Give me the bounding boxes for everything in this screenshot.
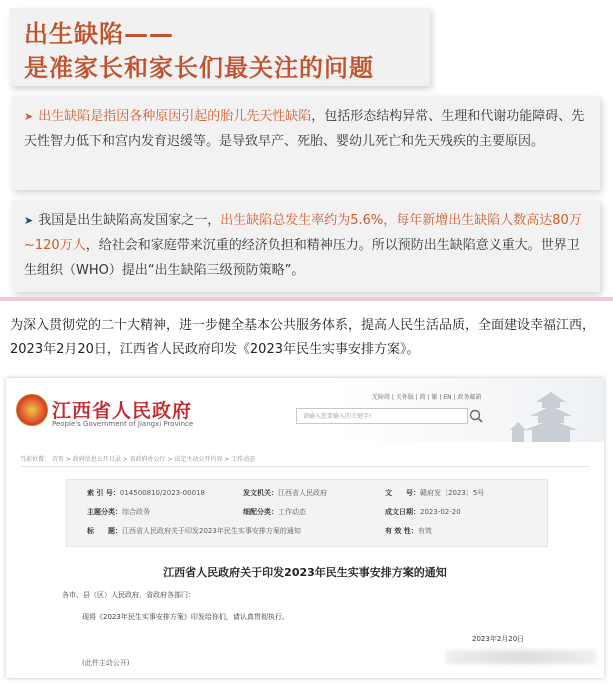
gov-site-title[interactable]: 江西省人民政府 (52, 400, 193, 422)
blurred-watermark (446, 650, 596, 664)
breadcrumb-divider (20, 466, 590, 467)
meta-topic-label: 主题分类： (87, 508, 122, 516)
gov-site-subtitle: People's Government of Jiangxi Province (52, 420, 194, 428)
pagoda-decoration-icon (506, 386, 596, 442)
title-line1: 出生缺陷—— (24, 20, 174, 48)
gov-page-screenshot (6, 378, 604, 678)
meta-topic-value: 综合政务 (122, 508, 150, 516)
title-box (10, 8, 430, 86)
meta-cat-value: 工作动态 (278, 508, 306, 516)
info-card-definition (12, 96, 600, 190)
meta-title (87, 526, 301, 536)
card2-part2: ，给社会和家庭带来沉重的经济负担和精神压力。所以预防出生缺陷意义重大。世界卫生组织（WHO）提出“出生缺陷三级预防策略”。 (24, 238, 580, 278)
meta-cat-label: 细配分类： (243, 508, 278, 516)
arrow-right-icon: ➤ (24, 110, 34, 123)
arrow-right-icon: ➤ (24, 214, 34, 227)
meta-title-value: 江西省人民政府关于印发2023年民生实事安排方案的通知 (122, 527, 301, 535)
doc-sign-date: 2023年2月20日 (472, 635, 525, 643)
meta-valid-value: 有效 (417, 527, 432, 535)
search-icon[interactable] (468, 408, 484, 424)
meta-index-value: 014500810/2023-00018 (119, 489, 205, 497)
meta-org-value: 江西省人民政府 (278, 489, 327, 497)
meta-docno (385, 488, 484, 498)
info-card-statistics (12, 200, 600, 292)
gov-top-links[interactable]: 无障碍 | 关怀版 | 简 | 繁 | EN | 政务邮箱 (372, 394, 482, 401)
breadcrumb[interactable]: 当前位置： 首页 > 政府信息公开目录 > 省政府办公厅 > 法定主动公开内容 > 工作动态 (20, 456, 256, 463)
meta-date-label: 成文日期： (385, 508, 420, 516)
doc-title: 江西省人民政府关于印发2023年民生实事安排方案的通知 (163, 566, 447, 579)
gov-header (6, 378, 604, 442)
meta-org-label: 发文机关： (243, 489, 278, 497)
search-placeholder: 请输入您要输入的关键字! (303, 413, 372, 420)
meta-date-value: 2023-02-20 (420, 508, 461, 516)
card2-highlight: 出生缺陷总发生率约为5.6%，每年新增出生缺陷人数高达80万~120万人 (24, 213, 582, 253)
card1-text (24, 104, 592, 154)
meta-validity (385, 526, 432, 536)
title-line2: 是准家长和家长们最关注的问题 (24, 54, 374, 82)
policy-paragraph: 为深入贯彻党的二十大精神，进一步健全基本公共服务体系，提高人民生活品质，全面建设幸福江西，2023年2月20日，江西省人民政府印发《2023年民生实事安排方案》。 (10, 318, 596, 357)
card2-part1: 我国是出生缺陷高发国家之一， (38, 213, 221, 228)
card1-highlight: 出生缺陷是指因各种原因引起的胎儿先天性缺陷 (38, 109, 312, 124)
section-divider (0, 297, 613, 301)
doc-body: 现将《2023年民生实事安排方案》印发给你们，请认真贯彻执行。 (82, 613, 289, 621)
card2-text (24, 208, 592, 283)
card1-rest: ，包括形态结构异常、生理和代谢功能障碍、先天性智力低下和宫内发育迟缓等。是导致早产、死胎、婴幼儿死亡和先天残疾的主要原因。 (24, 109, 585, 149)
doc-addressee: 各市、县（区）人民政府，省政府各部门： (62, 591, 195, 599)
meta-title-label: 标 题： (87, 527, 122, 535)
meta-topic (87, 507, 150, 517)
meta-index (87, 488, 205, 498)
meta-date (385, 507, 461, 517)
meta-index-label: 索 引 号： (87, 489, 120, 497)
meta-valid-label: 有 效 性： (385, 527, 418, 535)
meta-org (243, 488, 327, 498)
meta-category (243, 507, 306, 517)
doc-meta-table (66, 479, 548, 547)
gov-search-input[interactable] (296, 408, 468, 424)
meta-doc-value: 赣府发〔2023〕5号 (420, 489, 485, 497)
meta-doc-label: 文 号： (385, 489, 420, 497)
national-emblem-icon (16, 394, 48, 426)
doc-public-note: (此件主动公开) (82, 659, 130, 667)
